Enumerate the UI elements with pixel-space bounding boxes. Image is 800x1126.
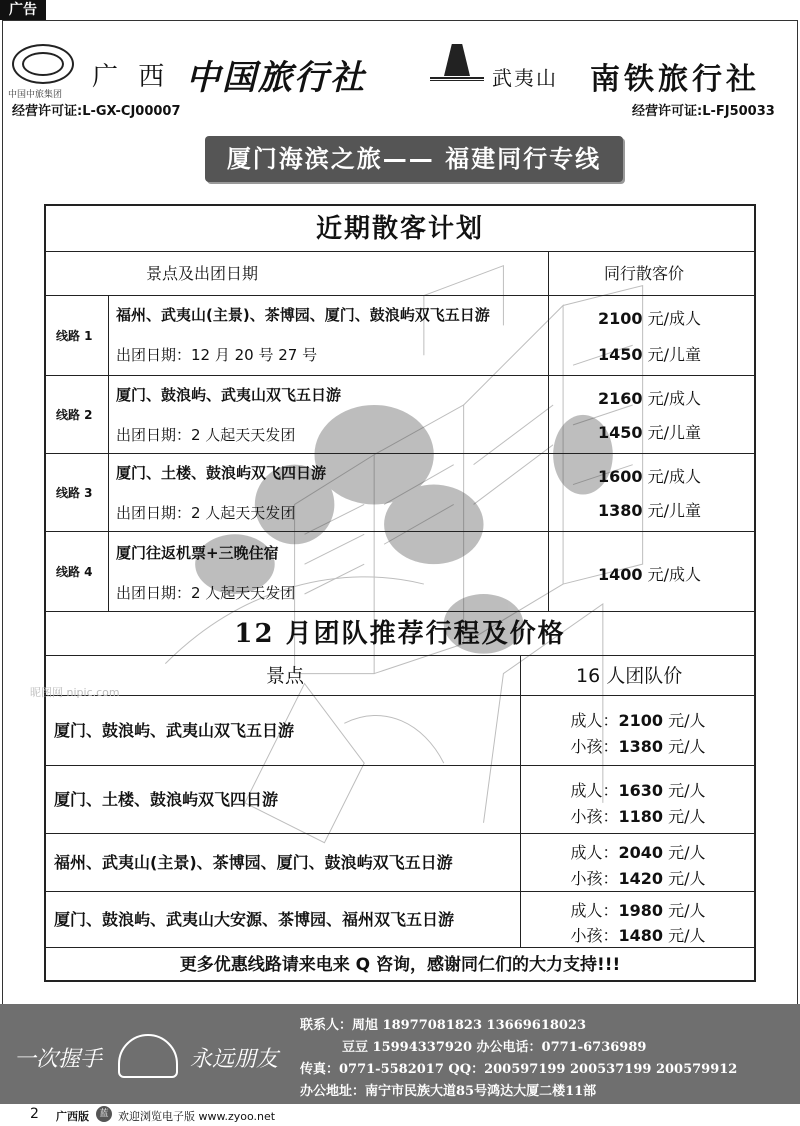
team-route-name: 厦门、土楼、鼓浪屿双飞四日游: [54, 790, 279, 809]
adult-price: 1600 元/成人: [598, 467, 702, 486]
team-adult-price: 成人：1630 元/人: [570, 781, 706, 800]
adult-price: 1400 元/成人: [598, 565, 702, 584]
team-child-price: 小孩：1420 元/人: [570, 869, 706, 888]
team-route-name: 厦门、鼓浪屿、武夷山大安源、茶博园、福州双飞五日游: [54, 910, 455, 929]
route-row: [46, 532, 754, 612]
contact-person: 联系人：周旭 18977081823 13669618023: [300, 1018, 587, 1033]
route-number: 线路 3: [56, 486, 93, 500]
slogan-right: 永远朋友: [190, 1047, 279, 1072]
team-row: [46, 696, 754, 766]
edition-label: 广西版: [56, 1110, 89, 1123]
route-date: 出团日期：2 人起天天发团: [116, 426, 296, 444]
section2-col-left: 景点: [266, 665, 305, 687]
route-number: 线路 1: [56, 329, 93, 343]
banner-title: 厦门海滨之旅—— 福建同行专线: [205, 136, 623, 182]
cts-logo-caption: 中国中旅集团: [8, 90, 63, 100]
team-row: [46, 892, 754, 948]
route-name: 厦门、鼓浪屿、武夷山双飞五日游: [116, 386, 342, 404]
route-row: [46, 296, 754, 376]
right-license: 经营许可证:L-FJ50033: [632, 104, 775, 119]
nantie-logo-icon: [430, 44, 484, 92]
section2-title: 12 月团队推荐行程及价格: [46, 612, 754, 656]
website-link[interactable]: 欢迎浏览电子版 www.zyoo.net: [118, 1110, 276, 1123]
adult-price: 2100 元/成人: [598, 309, 702, 328]
team-child-price: 小孩：1480 元/人: [570, 926, 706, 945]
right-region: 武夷山: [492, 66, 558, 90]
ad-tag: 广告: [0, 0, 46, 20]
watermark: 昵图网 nipic.com: [30, 686, 120, 699]
promo-note: 更多优惠线路请来电来 Q 咨询，感谢同仁们的大力支持!!!: [179, 955, 621, 975]
section2-header: [46, 656, 754, 696]
contact-secondary: 豆豆 15994337920 办公电话：0771-6736989: [342, 1040, 647, 1055]
route-date: 出团日期：2 人起天天发团: [116, 584, 296, 602]
child-price: 1380 元/儿童: [598, 501, 702, 520]
route-date: 出团日期：12 月 20 号 27 号: [116, 346, 318, 364]
route-row: [46, 454, 754, 532]
section1-col-left: 景点及出团日期: [146, 264, 259, 283]
route-name: 厦门、土楼、鼓浪屿双飞四日游: [116, 464, 327, 482]
team-row: [46, 834, 754, 892]
office-address: 办公地址：南宁市民族大道85号鸿达大厦二楼11部: [300, 1084, 597, 1099]
team-adult-price: 成人：2040 元/人: [570, 843, 706, 862]
child-price: 1450 元/儿童: [598, 345, 702, 364]
route-number: 线路 2: [56, 408, 93, 422]
left-agency-name: 中国旅行社: [186, 58, 366, 98]
adult-price: 2160 元/成人: [598, 389, 702, 408]
team-row: [46, 766, 754, 834]
team-adult-price: 成人：2100 元/人: [570, 711, 706, 730]
route-name: 厦门往返机票+三晚住宿: [116, 544, 279, 562]
route-date: 出团日期：2 人起天天发团: [116, 504, 296, 522]
route-name: 福州、武夷山(主景)、茶博园、厦门、鼓浪屿双飞五日游: [116, 306, 490, 324]
child-price: 1450 元/儿童: [598, 423, 702, 442]
left-region: 广 西: [92, 62, 171, 92]
team-adult-price: 成人：1980 元/人: [570, 901, 706, 920]
team-route-name: 厦门、鼓浪屿、武夷山双飞五日游: [54, 721, 295, 740]
slogan-left: 一次握手: [14, 1047, 103, 1072]
route-number: 线路 4: [56, 565, 93, 579]
team-child-price: 小孩：1380 元/人: [570, 737, 706, 756]
page-number: 2: [30, 1106, 39, 1122]
section1-col-right: 同行散客价: [604, 264, 685, 283]
price-table: [44, 204, 756, 982]
team-route-name: 福州、武夷山(主景)、茶博园、厦门、鼓浪屿双飞五日游: [54, 853, 453, 872]
route-row: [46, 376, 754, 454]
edition-badge-icon: 蓝: [96, 1106, 112, 1122]
left-license: 经营许可证:L-GX-CJ00007: [12, 104, 181, 119]
right-agency-name: 南铁旅行社: [590, 62, 760, 97]
contact-fax-qq: 传真：0771-5582017 QQ：200597199 200537199 200579912: [300, 1062, 738, 1077]
section1-header: [46, 252, 754, 296]
section2-col-right: 16 人团队价: [576, 665, 683, 687]
cts-logo-icon: [12, 44, 74, 84]
contact-band: [0, 1004, 800, 1104]
handshake-icon: [118, 1034, 178, 1078]
section1-title: 近期散客计划: [46, 206, 754, 252]
team-child-price: 小孩：1180 元/人: [570, 807, 706, 826]
